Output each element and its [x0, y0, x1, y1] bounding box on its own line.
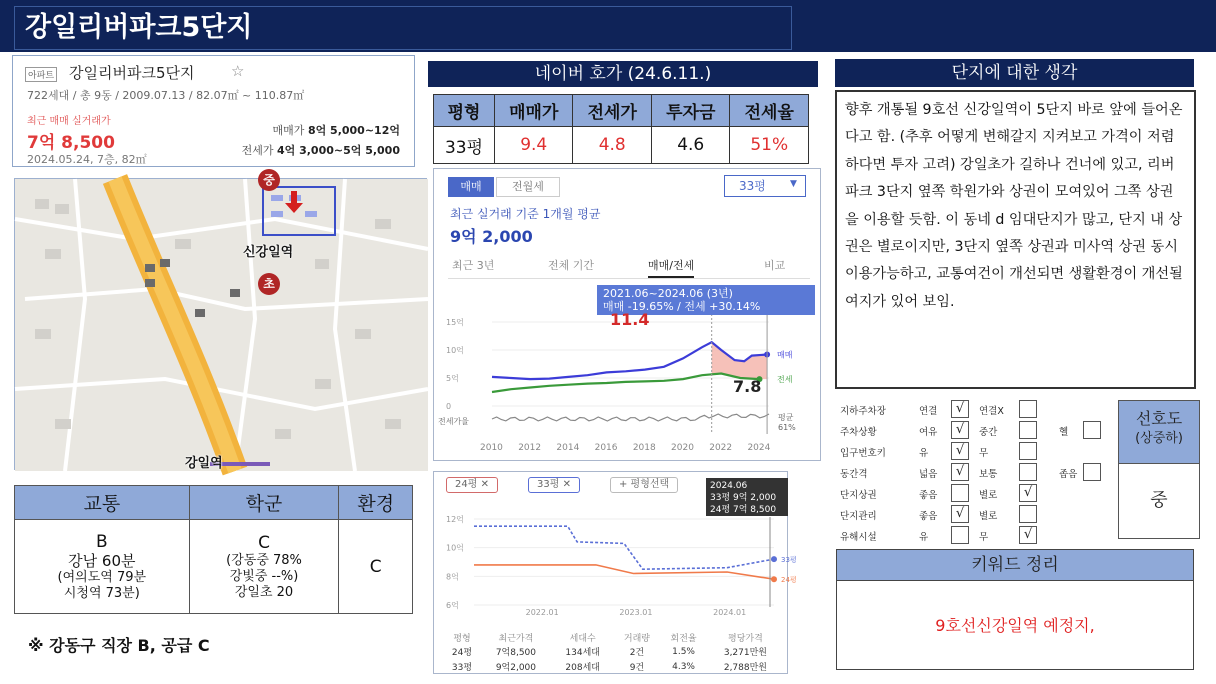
y-tick-label: 8억	[446, 572, 459, 582]
facility-option: 여유	[919, 427, 938, 438]
thoughts-title: 단지에 대한 생각	[835, 59, 1194, 87]
mini-cell: 4.3%	[672, 661, 695, 672]
facility-checkbox[interactable]: √	[951, 442, 969, 460]
facility-checkbox[interactable]	[1019, 442, 1037, 460]
complex-name[interactable]: 강일리버파크5단지	[69, 64, 195, 82]
mini-cell: 24평	[451, 648, 473, 658]
facility-option: 연결	[919, 406, 938, 417]
facility-label: 단지상권	[840, 490, 877, 501]
facility-checkbox[interactable]	[1083, 421, 1101, 439]
recent-trade-date: 2024.05.24, 7층, 82㎡	[27, 153, 147, 166]
mini-cell: 33평	[451, 663, 473, 673]
facility-checkbox[interactable]: √	[951, 463, 969, 481]
mini-col-households: 세대수	[569, 633, 596, 644]
facility-option: 별로	[979, 511, 998, 522]
header-transport: 교통	[15, 486, 190, 520]
x-tick-label: 2022.01	[525, 608, 559, 617]
ratio-line	[492, 414, 769, 421]
mini-cell: 1.5%	[672, 646, 695, 657]
table-row	[444, 659, 784, 674]
transport-grade: B	[95, 531, 108, 552]
school-cell	[189, 520, 339, 614]
transport-line1: 강남 60분	[68, 551, 136, 570]
station-label-new[interactable]: 신강일역	[243, 245, 294, 260]
facility-checkbox[interactable]	[1019, 400, 1037, 418]
keyword-title: 키워드 정리	[836, 549, 1194, 581]
chip-24[interactable]: 24평 ✕	[446, 477, 498, 493]
location-map[interactable]	[14, 173, 427, 471]
col-rent-ratio: 전세율	[730, 95, 809, 127]
facility-row	[837, 525, 1107, 545]
complex-info-card	[12, 55, 415, 167]
cell-rent: 4.8	[573, 127, 652, 164]
cell-investment: 4.6	[651, 127, 730, 164]
keyword-text: 9호선신강일역 예정지,	[836, 580, 1194, 670]
recent-trade-price: 7억 8,500	[27, 133, 115, 153]
facility-row	[837, 399, 1107, 419]
mini-cell: 9억2,000	[495, 663, 537, 673]
x-tick-label: 2014	[556, 443, 580, 453]
facility-checkbox[interactable]	[951, 484, 969, 502]
facility-option: 무	[979, 532, 989, 543]
size-select[interactable]: 33평	[724, 175, 806, 197]
series-end-point	[771, 556, 777, 562]
preference-title: 선호도	[1135, 409, 1183, 428]
y-tick-label: 10억	[446, 543, 464, 553]
price-trend-panel	[433, 168, 821, 461]
x-tick-label: 2023.01	[619, 608, 653, 617]
transport-line2: (여의도역 79분	[57, 569, 147, 585]
page-title: 강일리버파크5단지	[14, 6, 792, 50]
facility-option: 연결X	[979, 406, 1004, 417]
x-tick-label: 2020	[671, 443, 694, 453]
series-end-point	[771, 576, 777, 582]
facility-checkbox[interactable]: √	[1019, 526, 1037, 544]
mini-col-price: 최근가격	[498, 633, 534, 644]
mini-col-volume: 거래량	[623, 633, 650, 644]
facility-checkbox[interactable]	[951, 526, 969, 544]
mini-cell: 9건	[629, 663, 645, 673]
facility-label: 동간격	[840, 469, 868, 480]
facility-checklist	[837, 397, 1107, 542]
col-sale: 매매가	[494, 95, 573, 127]
tab-recent-3y[interactable]: 최근 3년	[452, 259, 495, 272]
facility-option: 좋음	[919, 511, 938, 522]
facility-label: 입구번호키	[840, 448, 886, 459]
facility-label: 유해시설	[840, 532, 877, 543]
header-school: 학군	[189, 486, 339, 520]
y-tick-label: 15억	[446, 318, 464, 327]
chip-33[interactable]: 33평 ✕	[528, 477, 580, 493]
tab-sale[interactable]: 매매	[448, 177, 494, 197]
naver-price-title: 네이버 호가 (24.6.11.)	[428, 61, 818, 87]
series-label-rent: 전세	[777, 375, 793, 385]
facility-row	[837, 462, 1107, 482]
tab-sale-rent[interactable]: 매매/전세	[648, 257, 694, 278]
mini-cell: 2,788만원	[723, 663, 767, 673]
facility-option: 별로	[979, 490, 998, 501]
tooltip-change: 매매 -19.65% / 전세 +30.14%	[603, 300, 761, 313]
elementary-school-pin[interactable]: 초	[258, 273, 280, 295]
size-compare-panel	[433, 471, 797, 674]
mini-cell: 3,271만원	[723, 648, 767, 658]
facility-option: 유	[919, 532, 929, 543]
ratio-avg-label: 평균	[778, 413, 794, 422]
facility-row	[837, 483, 1107, 503]
average-caption: 최근 실거래 기준 1개월 평균	[450, 207, 601, 221]
facility-checkbox[interactable]	[1019, 505, 1037, 523]
x-tick-label: 2024	[747, 443, 771, 453]
x-tick-label: 2024.01	[713, 608, 747, 617]
preference-subtitle: (상중하)	[1135, 431, 1183, 446]
annotation-high: 11.4	[610, 310, 650, 329]
col-size: 평형	[434, 95, 495, 127]
x-tick-label: 2018	[632, 443, 656, 453]
facility-checkbox[interactable]: √	[951, 400, 969, 418]
middle-school-pin[interactable]: 중	[258, 169, 280, 191]
facility-option: 유	[919, 448, 929, 459]
ratio-label: 전세가율	[438, 417, 469, 426]
tab-all-period[interactable]: 전체 기간	[548, 259, 595, 272]
mini-cell: 7억8,500	[495, 648, 537, 658]
col-rent: 전세가	[573, 95, 652, 127]
facility-row	[837, 420, 1107, 440]
facility-checkbox[interactable]: √	[1019, 484, 1037, 502]
evaluation-table	[14, 485, 413, 614]
mini-cell: 208세대	[565, 663, 600, 673]
map-graphics	[15, 179, 428, 471]
cell-size: 33평	[434, 127, 495, 164]
rent-price-range: 전세가 4억 3,000~5억 5,000	[241, 144, 400, 157]
y-tick-label: 5억	[446, 374, 459, 383]
footnote: ※ 강동구 직장 B, 공급 C	[28, 636, 210, 655]
facility-option: 보통	[979, 469, 998, 480]
facility-label: 주차상황	[840, 427, 877, 438]
tab-compare[interactable]: 비교	[764, 259, 786, 272]
compare-tooltip	[706, 478, 788, 516]
complex-meta: 722세대 / 총 9동 / 2009.07.13 / 82.07㎡ ~ 110.87㎡	[27, 89, 305, 102]
favorite-star-icon[interactable]: ☆	[231, 62, 245, 80]
environment-cell	[339, 520, 413, 614]
facility-label: 단지관리	[840, 511, 877, 522]
x-tick-label: 2010	[480, 443, 503, 453]
preference-value: 중	[1118, 463, 1200, 539]
recent-trade-label: 최근 매매 실거래가	[27, 116, 111, 127]
series-line-전세	[492, 374, 759, 393]
chevron-down-icon[interactable]: ▼	[790, 179, 797, 189]
y-tick-label: 12억	[446, 515, 464, 524]
y-tick-label: 6억	[446, 601, 459, 610]
naver-price-table	[433, 94, 809, 164]
environment-grade: C	[369, 556, 382, 577]
series-label: 24평	[781, 576, 797, 585]
sale-price-range: 매매가 8억 5,000~12억	[272, 124, 400, 137]
x-tick-label: 2022	[709, 443, 733, 453]
transport-cell	[15, 520, 190, 614]
tooltip2-33: 33평 9억 2,000	[710, 493, 777, 503]
col-investment: 투자금	[651, 95, 730, 127]
thoughts-text: 향후 개통될 9호선 신강일역이 5단지 바로 앞에 들어온다고 함. (추후 어떻게 변해갈지 지켜보고 가격이 저렴하다면 투자 고려) 강일초가 길하나 건너에 있고, 리버파크 3단지 옆쪽 학원가와 상권이 모여있어 그쪽 상권을 이용할 듯함. 이 동네 d 임대단지가 많고, 단지 내 상권은 별로이지만, 3단지 옆쪽 상권과 미사역 상권 동시 이용가능하고, 교통여건이 개선되면 생활환경이 개선될 여지가 있어 보임.	[835, 90, 1196, 389]
cell-sale: 9.4	[494, 127, 573, 164]
facility-checkbox[interactable]	[1019, 421, 1037, 439]
facility-checkbox[interactable]: √	[951, 505, 969, 523]
mini-cell: 2건	[629, 648, 645, 658]
facility-option: 중간	[979, 427, 998, 438]
facility-option: 무	[979, 448, 989, 459]
annotation-low: 7.8	[733, 377, 762, 396]
school-grade: C	[258, 532, 270, 553]
tooltip-period: 2021.06~2024.06 (3년)	[603, 287, 733, 300]
facility-option: 좋음	[919, 490, 938, 501]
y-tick-label: 10억	[446, 346, 464, 355]
school-line2: 강빛중 --%)	[229, 568, 299, 584]
mini-cell: 134세대	[565, 648, 600, 658]
mini-col-turnover: 회전율	[670, 633, 697, 644]
ratio-avg-value: 61%	[778, 423, 796, 432]
cell-rent-ratio: 51%	[730, 127, 809, 164]
facility-checkbox[interactable]	[1019, 463, 1037, 481]
school-line3: 강일초 20	[234, 584, 294, 600]
mini-col-size: 평형	[453, 633, 471, 644]
facility-row	[837, 441, 1107, 461]
facility-option: 넓음	[919, 469, 938, 480]
facility-label: 지하주차장	[840, 406, 886, 417]
average-price: 9억 2,000	[450, 227, 533, 246]
series-label: 33평	[781, 556, 797, 565]
table-row	[444, 644, 784, 659]
x-tick-label: 2016	[594, 443, 618, 453]
type-badge: 아파트	[25, 67, 57, 82]
facility-option: 헬	[1059, 427, 1069, 438]
tab-rent[interactable]: 전월세	[496, 177, 560, 197]
series-label-sale: 매매	[777, 350, 793, 360]
y-tick-label: 0	[446, 402, 452, 411]
preference-header	[1118, 400, 1200, 464]
header-environment: 환경	[339, 486, 413, 520]
school-line1: (강동중 78%	[226, 552, 302, 568]
x-tick-label: 2012	[518, 443, 542, 453]
station-label-gangil[interactable]: 강일역	[185, 456, 223, 471]
tooltip2-24: 24평 7억 8,500	[710, 505, 777, 515]
facility-option: 좁음	[1059, 469, 1078, 480]
chip-add-size[interactable]: + 평형선택	[610, 477, 678, 493]
facility-checkbox[interactable]: √	[951, 421, 969, 439]
tooltip2-date: 2024.06	[710, 481, 748, 491]
size-summary-table	[444, 630, 784, 674]
facility-row	[837, 504, 1107, 524]
mini-col-pyeong-price: 평당가격	[728, 633, 763, 644]
facility-checkbox[interactable]	[1083, 463, 1101, 481]
transport-line3: 시청역 73분)	[63, 585, 140, 601]
